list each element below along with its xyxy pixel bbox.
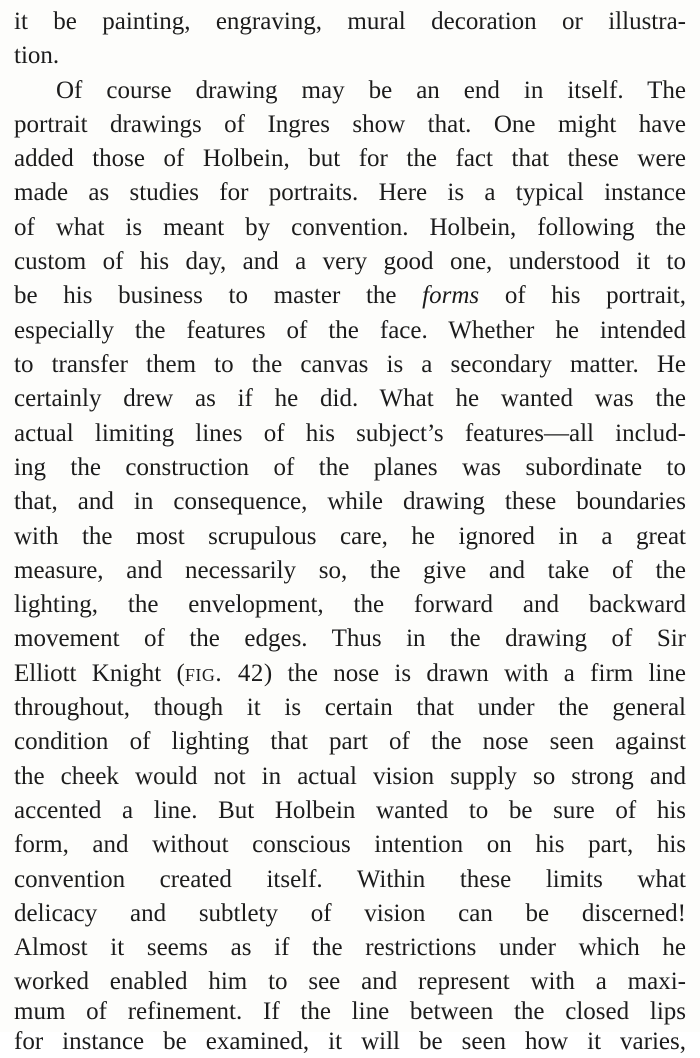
text-line: of what is meant by convention. Holbein, following the [14,214,686,241]
text-line: tion. [14,42,60,69]
text-line: movement of the edges. Thus in the drawing of Sir [14,625,686,652]
italic-word: forms [422,282,480,309]
text-line: especially the features of the face. Whether he intended [14,317,686,344]
text-run: Elliott Knight ( [14,660,185,687]
text-line: accented a line. But Holbein wanted to be sure of his [14,797,686,824]
text-line: Of course drawing may be an end in itself. The [56,77,686,104]
text-line: it be painting, engraving, mural decoration or illustra- [14,8,686,35]
text-line: the cheek would not in actual vision supply so strong and [14,763,686,790]
text-line: mum of refinement. If the line between the closed lips [14,998,686,1025]
text-line: delicacy and subtlety of vision can be discerned! [14,900,686,927]
text-line: form, and without conscious intention on his part, his [14,831,686,858]
text-line [14,280,686,312]
text-line: condition of lighting that part of the nose seen against [14,728,686,755]
text-line: ing the construction of the planes was subordinate to [14,454,686,481]
text-line: worked enabled him to see and represent with a maxi- [14,968,686,995]
text-line: custom of his day, and a very good one, understood it to [14,248,686,275]
text-line: that, and in consequence, while drawing these boundaries [14,488,686,515]
text-line: Almost it seems as if the restrictions under which he [14,934,686,961]
text-line: convention created itself. Within these limits what [14,866,686,893]
text-line [14,658,686,690]
text-line: portrait drawings of Ingres show that. One might have [14,111,686,138]
text-line: made as studies for portraits. Here is a typical instance [14,179,686,206]
text-line: actual limiting lines of his subject’s features—all includ- [14,420,686,447]
text-line: with the most scrupulous care, he ignored in a great [14,523,686,550]
text-line: lighting, the envelopment, the forward and backward [14,591,686,618]
text-run: ) the nose is drawn with a firm line [263,660,686,687]
figure-reference: fig. 42 [184,660,264,687]
text-line: added those of Holbein, but for the fact that these were [14,145,686,172]
text-line: measure, and necessarily so, the give and take of the [14,557,686,584]
text-line: for instance be examined, it will be seen how it varies, [14,1028,686,1055]
text-line: certainly drew as if he did. What he wanted was the [14,385,686,412]
text-line: throughout, though it is certain that under the general [14,694,686,721]
text-line: to transfer them to the canvas is a secondary matter. He [14,351,686,378]
text-run: be his business to master the [14,282,397,309]
text-run: of his portrait, [504,282,686,309]
